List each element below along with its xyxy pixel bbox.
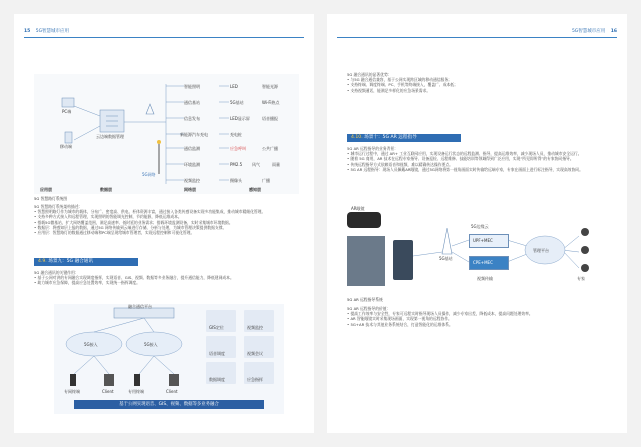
row-item: 广播 — [262, 178, 270, 183]
row-item: Wi-Fi热点 — [262, 100, 280, 105]
column-label: 网络层 — [184, 187, 196, 192]
row-item: 风气 — [252, 162, 260, 167]
row-label: 信息发布 — [184, 116, 200, 121]
paragraph: • 数据层：将感知层上报的数据，通过5G 网络传输到云端进行存储、分析与处理，为城市管理决策提供数据支撑。 — [34, 224, 227, 230]
edge-cloud-label: 5G边缘云 — [471, 224, 489, 229]
paragraph: 5G 融合通讯的关键作用： — [34, 270, 79, 275]
data-center-label: 云边端数据管理 — [96, 134, 124, 139]
section-heading-4-10 — [347, 134, 461, 142]
row-item: LED — [230, 84, 238, 89]
service-label: 视频监控 — [247, 325, 263, 330]
row-label: 环境监测 — [184, 162, 200, 167]
column-label: 数据层 — [100, 187, 112, 192]
cpe-mec-label: CPE+MEC — [473, 260, 493, 265]
service-label: 语音调度 — [209, 351, 225, 356]
paragraph: • AR 智能眼镜实时采集现场画面，实现第一视角的远程协作。 — [347, 316, 452, 322]
service-tile — [206, 362, 236, 384]
row-item: 雨量 — [272, 162, 280, 167]
fusion-band: 基于公网实现语音、GIS、视频、数据等多业务融合 — [74, 400, 264, 409]
section-title: 场景十：5G AR 远程指导 — [364, 135, 417, 140]
column-label: 感知层 — [249, 187, 261, 192]
access-node: 5G接入 — [84, 342, 98, 347]
paragraph: • 城市运行过程中，通过 AR+ 工业互联网应用，实现设备运行状态的远程监测、指导，提高运维效率，减少现场人员，推动城市安全运行。 — [347, 151, 582, 157]
terminal-label: Client — [102, 389, 114, 394]
section-number: 4.10. — [351, 135, 363, 140]
right-page-header — [572, 28, 617, 36]
paragraph: • 基于公网对讲的专网融合实现调度指挥，实现语音、GIS、视频、数据等多业务融合，提升通信能力，降低建网成本。 — [34, 275, 234, 281]
upf-mec-label: UPF+MEC — [473, 238, 493, 243]
paragraph: • 5G+AR 技术与其他业务系统结合，打造智能化的运维体系。 — [347, 321, 453, 327]
row-label: 新能源汽车充电 — [180, 132, 208, 137]
ar-glasses-label: AR眼镜 — [351, 206, 365, 211]
mobile-node: 移动端 — [60, 144, 72, 149]
pc-node: PC端 — [62, 109, 72, 114]
column-label: 应用层 — [40, 187, 52, 192]
paragraph: • 支持终端、调度终端、PC、手机等终端接入，覆盖广、成本低； — [347, 82, 458, 88]
row-item: 摄像头 — [230, 178, 242, 183]
section-number: 4.9. — [38, 259, 47, 264]
service-label: 视频会议 — [247, 351, 263, 356]
paragraph: • 智慧照明路灯作为城市的载体，分布广、密度高、供电、杆体资源丰富，通过接入各类传感设备实现多功能集成，推动城市精细化管理。 — [34, 209, 266, 215]
service-tile — [206, 336, 236, 358]
terminal-label: 专网终端 — [64, 389, 80, 394]
service-label: 应急指挥 — [247, 377, 263, 382]
service-tile — [244, 362, 274, 384]
right-page — [327, 14, 627, 433]
figure-caption: 5G 智慧路灯系统图 — [34, 196, 68, 201]
ar-remote-guidance-diagram — [347, 206, 612, 294]
row-label: 通信监测 — [184, 146, 200, 151]
figure-caption: 5G AR 远程指导系统 — [347, 297, 383, 302]
paragraph: • 助力城市应急保障，提高应急处置效率，实现统一指挥调度。 — [34, 280, 140, 286]
service-label: 数据调度 — [209, 377, 225, 382]
section-heading-4-9 — [34, 258, 138, 266]
terminal-label: 专用终端 — [128, 389, 144, 394]
header-title: 5G智慧城市应用 — [571, 29, 606, 34]
paragraph: • 随着 5G 商用，AR 技术在远程专家指导、设备巡检、远程维修、技能培训等领域得到广泛应用，实现“所见即所得”的专家协同指导。 — [347, 156, 574, 162]
expert-label: 专家 — [577, 276, 585, 281]
row-label: 视频监控 — [184, 178, 200, 183]
access-node: 5G接入 — [144, 342, 158, 347]
page-number: 15 — [24, 29, 31, 34]
video-transmission-label: 视频传输 — [477, 276, 493, 281]
paragraph: • 5G AR 远程指导：现场人员佩戴AR眼镜，通过5G网络将第一视角画面实时传输给远端专家，专家在画面上进行标注指导，实现高效协同。 — [347, 166, 583, 172]
row-item: 语音播报 — [262, 116, 278, 121]
row-item: 智能光源 — [262, 84, 278, 89]
row-item: 充电桩 — [230, 132, 242, 137]
paragraph: • 与5G 融合通信兼容，基于公网实现跨区域的移动通信服务； — [347, 77, 452, 83]
row-label: 通信基站 — [184, 100, 200, 105]
header-rule — [24, 37, 304, 38]
left-page — [14, 14, 314, 433]
paragraph: 5G AR 远程指导的业务背景： — [347, 146, 398, 151]
row-item: 公共广播 — [262, 146, 278, 151]
service-tile — [244, 310, 274, 332]
streetlight-paragraphs — [34, 204, 299, 252]
paragraph: • 传统远程指导方式依赖语音和视频，难以精确传达操作要点。 — [347, 161, 453, 167]
fusion-comm-diagram — [54, 304, 284, 414]
row-item: 5G基站 — [230, 100, 244, 105]
paragraph: • 支持多种方式接入和远程管理，实现照明的智能调光控制，节约能源，降低运维成本。 — [34, 214, 182, 220]
paragraph: 5G 融合通讯的显著优势： — [347, 72, 392, 77]
row-item: PM2.5 — [230, 162, 243, 167]
row-label: 智能照明 — [184, 84, 200, 89]
paragraph: • 提高工作效率与安全性，专家可远程实时指导现场人员操作，减少专家出差，降低成本，提高问题处理效率。 — [347, 311, 533, 317]
fusion-paragraphs — [34, 270, 299, 292]
smart-streetlight-diagram — [34, 74, 299, 194]
service-tile — [244, 336, 274, 358]
left-page-header — [24, 28, 69, 36]
paragraph: • 搭载5G微基站，扩大网络覆盖范围，满足高速率、低时延的业务需求；搭载环境监测设备，实时采集城市环境数据。 — [34, 219, 233, 225]
cpe-mec-box — [469, 256, 509, 270]
ar-background-paragraphs — [347, 146, 612, 204]
platform-label: 管理平台 — [533, 248, 549, 253]
page-number: 16 — [610, 29, 617, 34]
section-title: 场景九：5G 融合通讯 — [48, 259, 93, 264]
terminal-label: Client — [166, 389, 178, 394]
header-title: 5G智慧城市应用 — [35, 29, 70, 34]
upf-mec-box — [469, 234, 509, 248]
row-item: LED显示屏 — [230, 116, 250, 121]
ar-value-paragraphs — [347, 306, 612, 340]
service-tile — [206, 310, 236, 332]
paragraph: 5G AR 远程指导的价值： — [347, 306, 391, 311]
fusion-platform-node: 融合通信平台 — [128, 304, 152, 309]
base-station-label: 5G基站 — [439, 256, 453, 261]
paragraph: • 应用层：智慧路灯的数据通过移动端和PC端呈现给城市管理者，实现远程控制和可视化管理。 — [34, 230, 195, 236]
row-item: 应急呼叫 — [230, 146, 246, 151]
paragraph: • 支持视频通话，能满足多样化的应急场景需求。 — [347, 87, 431, 93]
fusion-advantage-paragraphs — [347, 72, 612, 96]
paragraph: 5G 智慧路灯系统架构描述： — [34, 204, 83, 209]
network-node: 5G网络 — [142, 172, 156, 177]
diagram-lines — [34, 74, 299, 194]
header-rule — [337, 37, 617, 38]
service-label: GIS定位 — [209, 325, 224, 330]
